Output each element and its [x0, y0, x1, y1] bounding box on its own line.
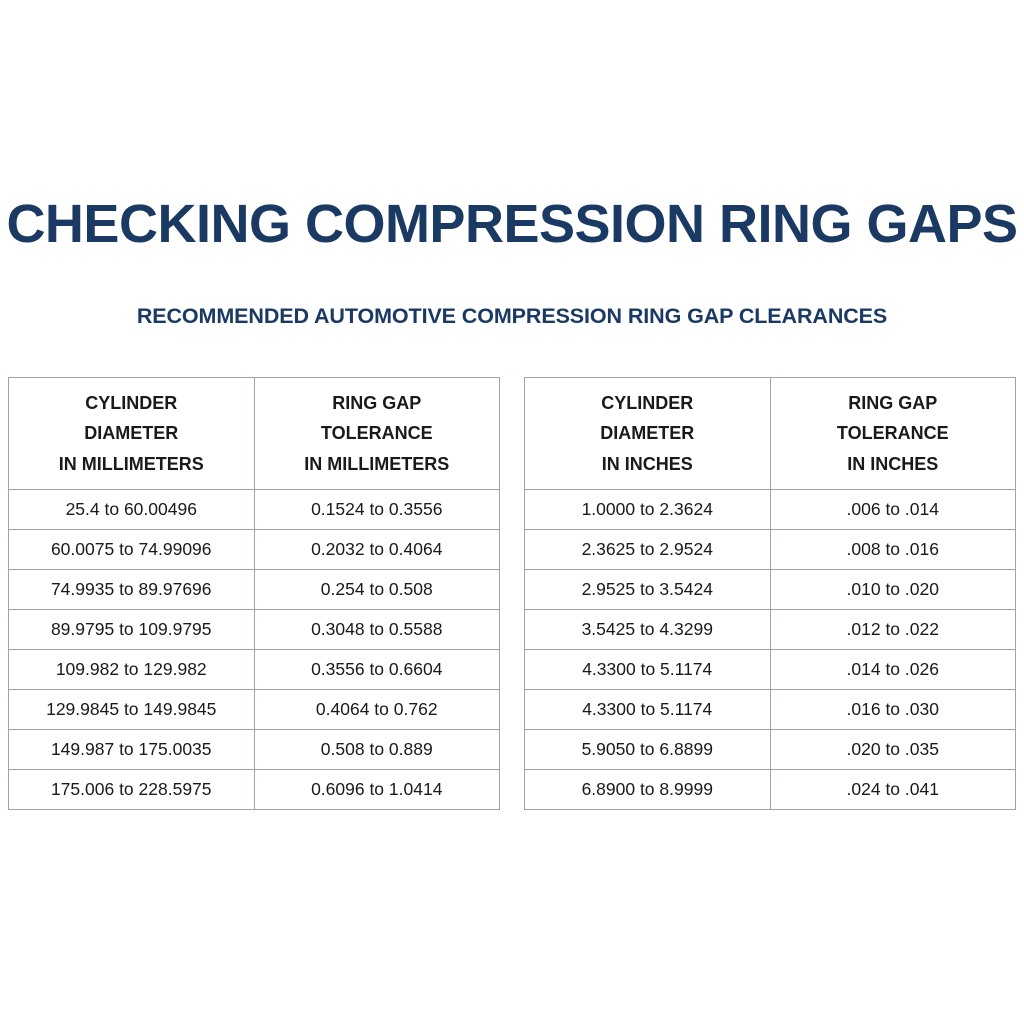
column-header-cylinder-diameter-mm: CYLINDER DIAMETER IN MILLIMETERS [9, 378, 255, 490]
cell-diameter: 25.4 to 60.00496 [9, 490, 255, 530]
column-header-ring-gap-tolerance-in: RING GAP TOLERANCE IN INCHES [770, 378, 1016, 490]
cell-diameter: 2.9525 to 3.5424 [525, 570, 771, 610]
table-row [525, 530, 1016, 570]
cell-diameter: 175.006 to 228.5975 [9, 770, 255, 810]
column-header-cylinder-diameter-in: CYLINDER DIAMETER IN INCHES [525, 378, 771, 490]
imperial-table-body [525, 490, 1016, 810]
cell-tolerance: 0.4064 to 0.762 [254, 690, 500, 730]
cell-tolerance: 0.2032 to 0.4064 [254, 530, 500, 570]
table-row [525, 650, 1016, 690]
table-row [9, 610, 500, 650]
metric-table-body [9, 490, 500, 810]
cell-tolerance: .012 to .022 [770, 610, 1016, 650]
table-row [525, 610, 1016, 650]
cell-tolerance: .008 to .016 [770, 530, 1016, 570]
table-row [9, 770, 500, 810]
table-row [9, 490, 500, 530]
cell-diameter: 4.3300 to 5.1174 [525, 650, 771, 690]
cell-tolerance: .024 to .041 [770, 770, 1016, 810]
table-header-row [525, 378, 1016, 490]
cell-diameter: 2.3625 to 2.9524 [525, 530, 771, 570]
cell-diameter: 5.9050 to 6.8899 [525, 730, 771, 770]
cell-tolerance: .016 to .030 [770, 690, 1016, 730]
cell-tolerance: 0.3556 to 0.6604 [254, 650, 500, 690]
cell-diameter: 149.987 to 175.0035 [9, 730, 255, 770]
cell-diameter: 109.982 to 129.982 [9, 650, 255, 690]
cell-diameter: 1.0000 to 2.3624 [525, 490, 771, 530]
cell-diameter: 74.9935 to 89.97696 [9, 570, 255, 610]
cell-diameter: 60.0075 to 74.99096 [9, 530, 255, 570]
table-row [525, 730, 1016, 770]
cell-diameter: 3.5425 to 4.3299 [525, 610, 771, 650]
cell-tolerance: .014 to .026 [770, 650, 1016, 690]
cell-tolerance: 0.254 to 0.508 [254, 570, 500, 610]
column-header-ring-gap-tolerance-mm: RING GAP TOLERANCE IN MILLIMETERS [254, 378, 500, 490]
imperial-table [524, 377, 1016, 810]
cell-tolerance: 0.508 to 0.889 [254, 730, 500, 770]
table-row [9, 570, 500, 610]
page-subtitle: RECOMMENDED AUTOMOTIVE COMPRESSION RING GAP CLEARANCES [136, 304, 888, 328]
cell-tolerance: 0.6096 to 1.0414 [254, 770, 500, 810]
table-row [9, 730, 500, 770]
cell-diameter: 89.9795 to 109.9795 [9, 610, 255, 650]
metric-table [8, 377, 500, 810]
cell-tolerance: .006 to .014 [770, 490, 1016, 530]
table-row [525, 570, 1016, 610]
page-title: CHECKING COMPRESSION RING GAPS [6, 194, 1018, 254]
table-row [525, 490, 1016, 530]
table-header-row [9, 378, 500, 490]
cell-tolerance: 0.1524 to 0.3556 [254, 490, 500, 530]
table-row [525, 690, 1016, 730]
table-row [525, 770, 1016, 810]
cell-diameter: 6.8900 to 8.9999 [525, 770, 771, 810]
table-row [9, 530, 500, 570]
tables-container [8, 377, 1016, 810]
metric-table-head [9, 378, 500, 490]
table-row [9, 650, 500, 690]
cell-diameter: 4.3300 to 5.1174 [525, 690, 771, 730]
imperial-table-head [525, 378, 1016, 490]
table-row [9, 690, 500, 730]
cell-tolerance: 0.3048 to 0.5588 [254, 610, 500, 650]
cell-tolerance: .010 to .020 [770, 570, 1016, 610]
cell-diameter: 129.9845 to 149.9845 [9, 690, 255, 730]
cell-tolerance: .020 to .035 [770, 730, 1016, 770]
